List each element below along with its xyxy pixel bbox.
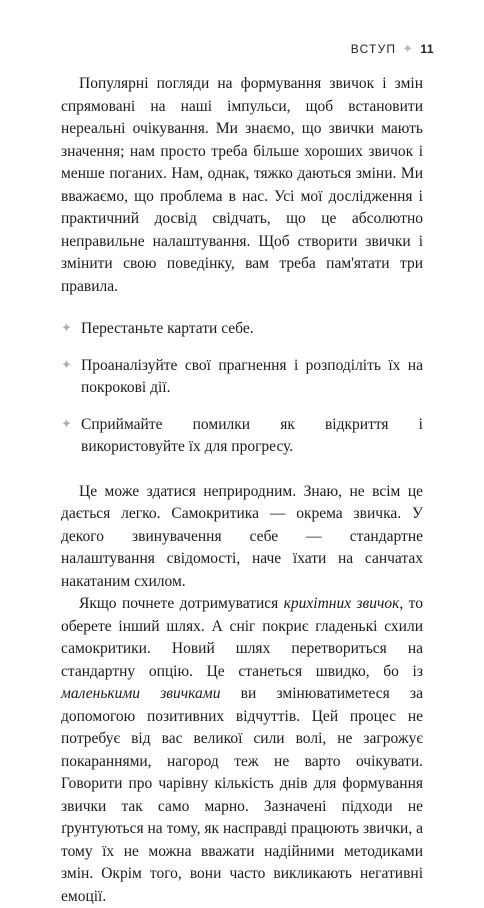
section-title: ВСТУП	[350, 42, 397, 56]
paragraph-self-criticism: Це може здатися неприродним. Знаю, не всім це дається легко. Самокритика — окрема звичка. У декого звинувачення себе — стандартне налаштування свідомості, наче їхати на санчатах накатаним схилом.	[61, 482, 423, 590]
ornament-bullet-icon: ✦	[61, 416, 72, 432]
paragraph-intro: Популярні погляди на формування звичок і змін спрямовані на наші імпульси, щоб встановити нереальні очікування. Ми знаємо, що звички мають значення; нам просто треба більше хороших звичок і менше поганих. Нам, однак, тяжко даються зміни. Ми вважаємо, що проблема в нас. Усі мої дослідження і практичний досвід свідчать, що це абсолютно неправильне налаштування. Щоб створити звички і змінити свою поведінку, вам треба пам'ятати три правила.	[61, 75, 423, 295]
ornament-bullet-icon: ✦	[61, 357, 72, 373]
list-item	[61, 318, 423, 341]
emphasis-text: крихітних звичок	[283, 595, 400, 612]
list-item-text: Сприймайте помилки як відкриття і використовуйте їх для прогресу.	[81, 415, 423, 455]
ornament-icon: ✦	[402, 41, 415, 56]
paragraph-tiny-habits	[61, 593, 423, 908]
running-head	[351, 41, 434, 57]
list-item-text: Перестаньте картати себе.	[81, 320, 254, 337]
page-number: 11	[420, 42, 434, 56]
paragraph-text: Якщо почнете дотримуватися	[79, 595, 284, 612]
list-item-text: Проаналізуйте свої прагнення і розподіліть їх на покрокові дії.	[81, 356, 423, 396]
rules-list	[61, 318, 423, 459]
body-text	[61, 73, 423, 908]
paragraph-text: , то оберете інший шлях. А сніг покриє гладенькі схили самокритики. Новий шлях перетвориться на стандартну опцію. Це станеться швидко, бо із	[61, 595, 424, 680]
list-item	[61, 355, 423, 400]
paragraph-text: ви змінюватиметеся за допомогою позитивних відчуттів. Цей процес не потребує від вас великої сили волі, не загрожує покараннями, нагород теж не варто очікувати. Говорити про чарівну кількість днів для формування звички так само марно. Зазначені підходи не ґрунтуються на тому, як насправді працюють звички, а тому їх не можна вважати надійними методиками змін. Окрім того, вони часто викликають негативні емоції.	[61, 685, 423, 905]
ornament-bullet-icon: ✦	[61, 321, 72, 336]
list-item	[61, 414, 423, 459]
emphasis-text: маленькими звичками	[61, 685, 221, 702]
